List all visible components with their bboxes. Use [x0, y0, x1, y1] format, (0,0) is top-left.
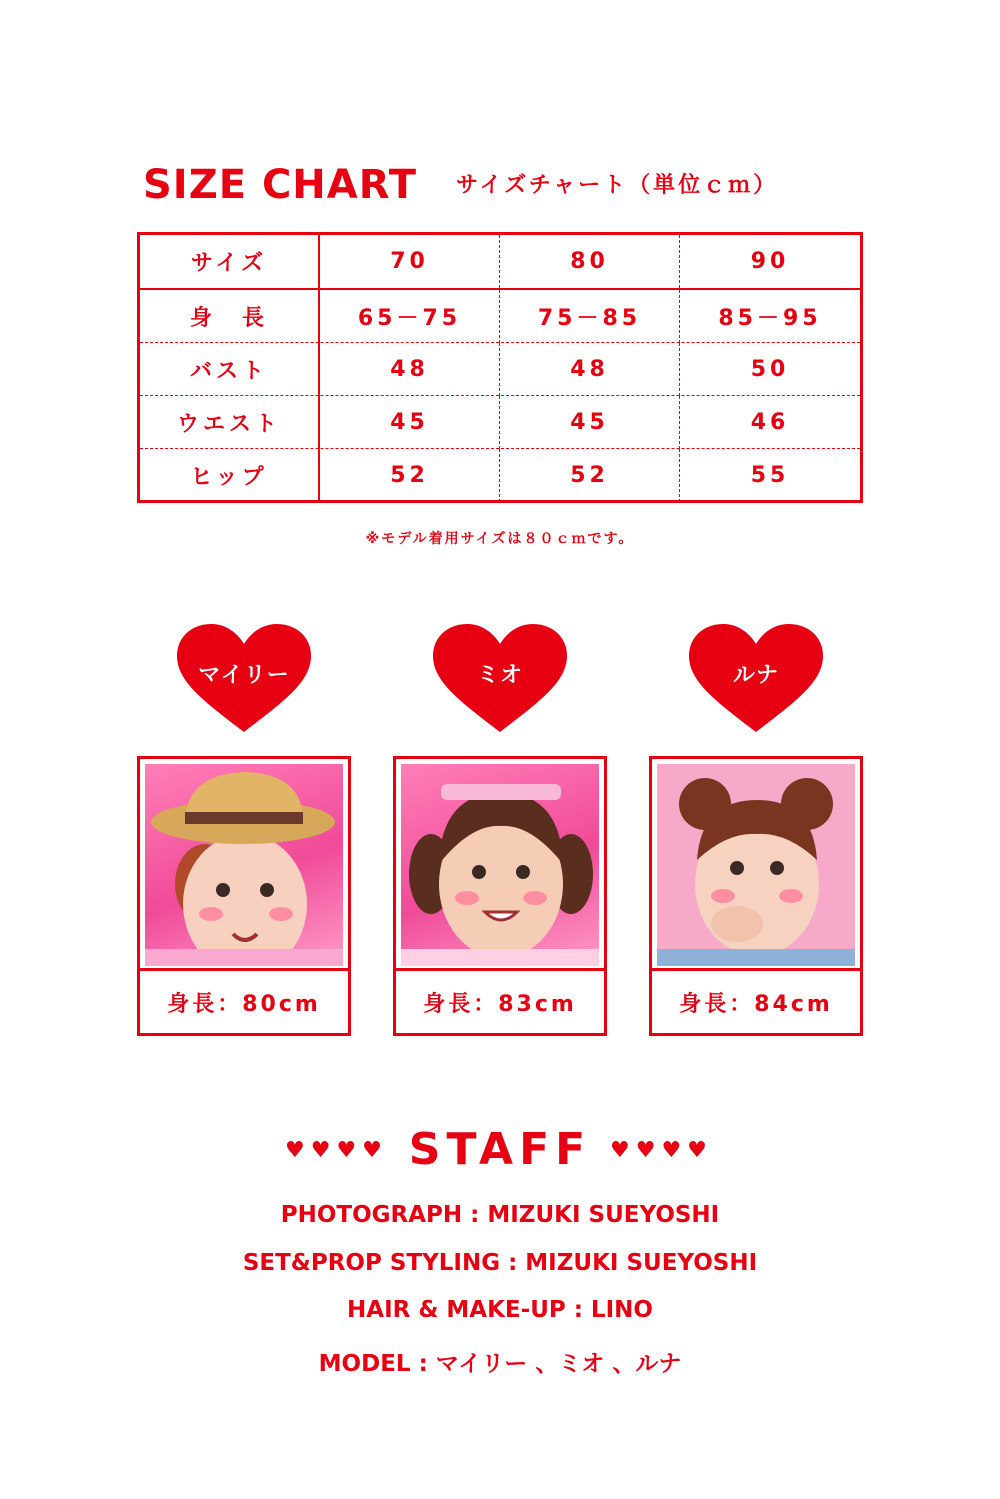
hearts-left-icon: ♥♥♥♥: [285, 1138, 388, 1163]
credit-line: PHOTOGRAPH : MIZUKI SUEYOSHI: [280, 1202, 720, 1228]
heart-badge: [175, 622, 313, 734]
table-row: [140, 448, 860, 502]
table-cell-label: バスト: [140, 343, 320, 396]
table-cell-label: ウエスト: [140, 396, 320, 449]
heart-badge: [431, 622, 569, 734]
credit-line: SET&PROP STYLING : MIZUKI SUEYOSHI: [242, 1250, 758, 1276]
model-card: [649, 756, 863, 1036]
model-card-mairii: [137, 622, 351, 1036]
staff-title: STAFF: [408, 1124, 592, 1175]
title-row: [143, 160, 863, 210]
table-row: [140, 235, 860, 288]
table-cell: 48: [320, 343, 500, 396]
table-row: [140, 342, 860, 396]
table-cell-label: サイズ: [140, 235, 320, 288]
model-card: [393, 756, 607, 1036]
hearts-right-icon: ♥♥♥♥: [610, 1138, 713, 1163]
table-cell: 46: [750, 410, 790, 435]
size-chart-title: SIZE CHART: [143, 162, 418, 208]
table-cell-label: 身 長: [140, 290, 320, 343]
table-cell: 48: [500, 343, 680, 396]
table-cell: 45: [500, 396, 680, 449]
table-cell: 45: [320, 396, 500, 449]
model-photo: [657, 764, 855, 966]
table-cell: 50: [750, 357, 790, 382]
table-row: [140, 288, 860, 343]
model-height: 身長：83cm: [423, 991, 577, 1017]
model-card: [137, 756, 351, 1036]
model-size-note: ※モデル着用サイズは８０ｃｍです。: [365, 531, 635, 547]
model-height: 身長：80cm: [167, 991, 321, 1017]
model-name: ルナ: [732, 663, 779, 688]
table-cell: 80: [500, 235, 680, 288]
table-cell: 85－95: [718, 306, 822, 331]
staff-heading: [0, 1120, 1000, 1180]
model-height: 身長：84cm: [679, 991, 833, 1017]
heart-badge: [687, 622, 825, 734]
table-cell: 55: [750, 463, 790, 488]
model-name: ミオ: [476, 663, 523, 688]
model-card-mio: [393, 622, 607, 1036]
table-cell: 52: [500, 449, 680, 502]
table-cell: 90: [750, 249, 790, 274]
size-chart-subtitle: サイズチャート（単位ｃｍ）: [456, 173, 779, 198]
table-cell: 52: [320, 449, 500, 502]
table-cell-label: ヒップ: [140, 449, 320, 502]
model-card-luna: [649, 622, 863, 1036]
table-cell: 65－75: [320, 290, 500, 343]
model-photo: [145, 764, 343, 966]
table-cell: 70: [320, 235, 500, 288]
model-name: マイリー: [198, 663, 290, 688]
credit-line: HAIR & MAKE-UP : LINO: [347, 1297, 653, 1323]
table-row: [140, 395, 860, 449]
size-table: [137, 232, 863, 503]
credit-line: MODEL : マイリー 、ミオ 、ルナ: [318, 1351, 682, 1377]
table-cell: 75－85: [500, 290, 680, 343]
model-photo: [401, 764, 599, 966]
